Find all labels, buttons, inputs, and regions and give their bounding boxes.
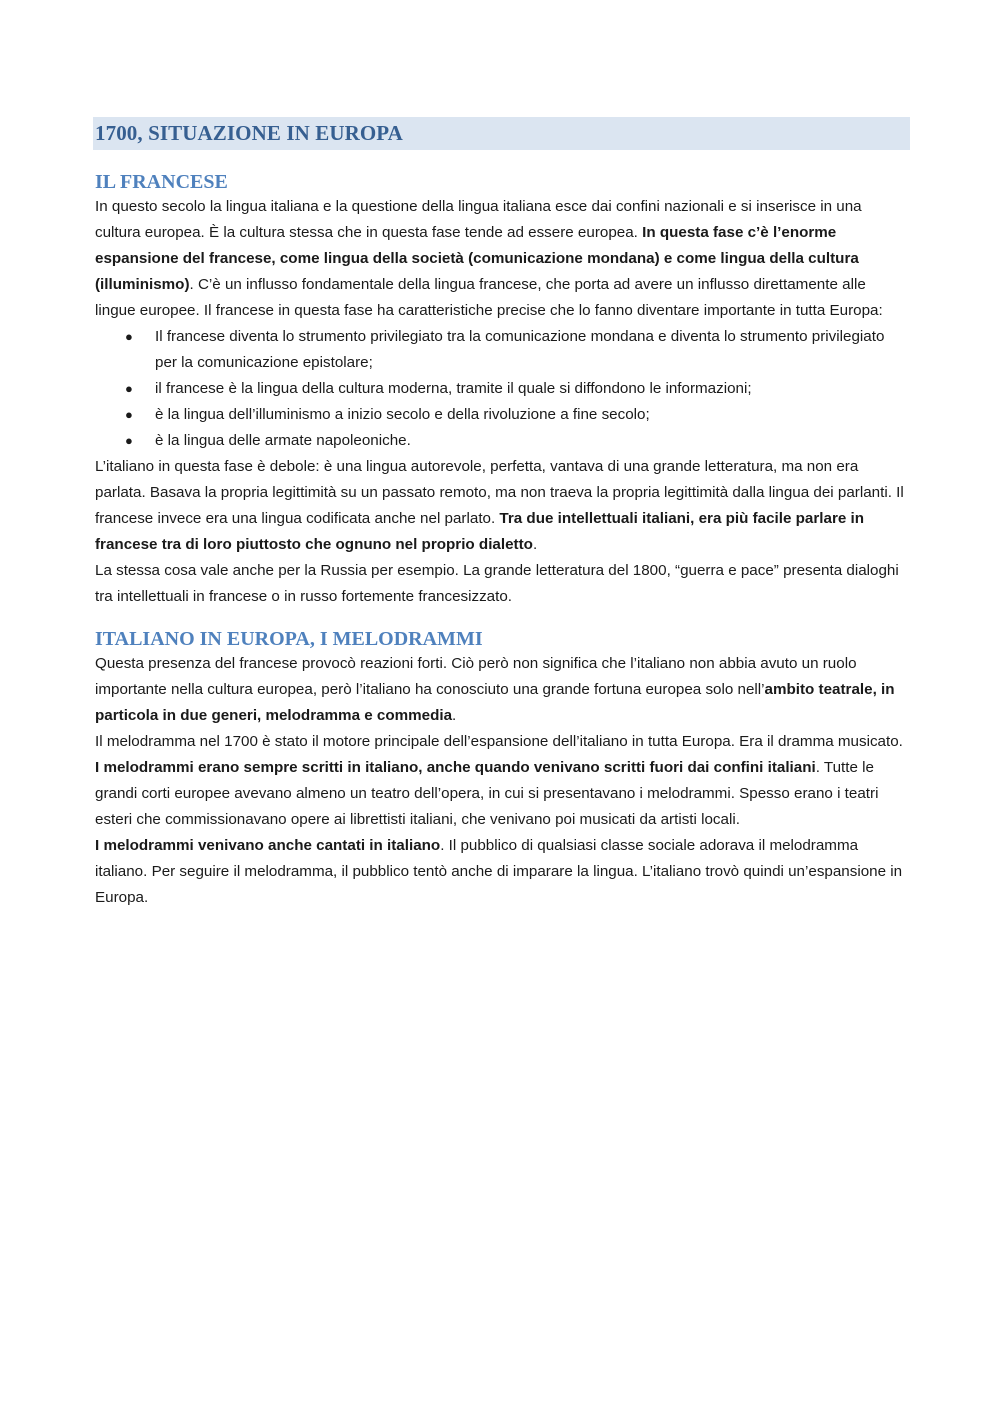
text-run: Il melodramma nel 1700 è stato il motore principale dell’espansione dell’italiano in tutta Europa. Era il dramma musicato. [95, 733, 903, 750]
text-run: Questa presenza del francese provocò reazioni forti. Ciò però non significa che l’italiano non abbia avuto un ruolo importante nella cultura europea, però l’italiano ha conosciuto una grande fortuna europea solo nell’ [95, 655, 857, 698]
list-item-text: è la lingua delle armate napoleoniche. [155, 432, 411, 449]
paragraph-italiano-debole [95, 454, 910, 558]
text-run: . [532, 536, 538, 553]
list-item [125, 376, 910, 402]
page-title: 1700, SITUAZIONE IN EUROPA [95, 121, 403, 145]
list-item [125, 324, 910, 376]
list-item-text: il francese è la lingua della cultura moderna, tramite il quale si diffondono le informazioni; [155, 380, 752, 397]
bullet-icon: ● [125, 407, 133, 422]
title-bar [93, 117, 910, 150]
bullet-icon: ● [125, 433, 133, 448]
list-item-text: Il francese diventa lo strumento privilegiato tra la comunicazione mondana e diventa lo strumento privilegiato per la comunicazione epistolare; [155, 328, 885, 371]
bullet-list [95, 324, 910, 454]
list-item [125, 428, 910, 454]
text-run: In questo secolo la lingua italiana e la questione della lingua italiana esce dai confini nazionali e si inserisce in una cultura europea. È la cultura stessa che in questa fase tende ad essere europea. [95, 198, 862, 241]
bold-text-run: I melodrammi venivano anche cantati in italiano [95, 837, 441, 854]
text-run: . Tutte le grandi corti europee avevano almeno un teatro dell’opera, in cui si presentavano i melodrammi. Spesso erano i teatri esteri che commissionavano opere ai librettisti italiani, che venivano poi musicati da artisti locali. [95, 759, 879, 828]
text-run: . [452, 707, 457, 724]
section-heading-melodrammi: ITALIANO IN EUROPA, I MELODRAMMI [95, 628, 483, 650]
bullet-icon: ● [125, 329, 133, 344]
paragraph-francese-intro [95, 194, 910, 324]
bold-text-run: Tra due intellettuali italiani, era più facile parlare in francese tra di loro piuttosto che ognuno nel proprio dialetto [95, 510, 865, 553]
section-heading-francese: IL FRANCESE [95, 171, 228, 193]
list-item [125, 402, 910, 428]
text-run: L’italiano in questa fase è debole: è una lingua autorevole, perfetta, vantava di una grande letteratura, ma non era parlata. Basava la propria legittimità su un passato remoto, ma non traeva la propria legittimità dalla lingua dei parlanti. Il francese invece era una lingua codificata anche nel parlato. [95, 458, 904, 527]
bold-text-run: In questa fase c’è l’enorme espansione del francese, come lingua della società (comunicazione mondana) e come lingua della cultura (illuminismo) [95, 224, 859, 293]
text-run: . Il pubblico di qualsiasi classe sociale adorava il melodramma italiano. Per seguire il melodramma, il pubblico tentò anche di imparare la lingua. L’italiano trovò quindi un’espansione in Europa. [95, 837, 903, 906]
document-body [95, 117, 910, 911]
bold-text-run: ambito teatrale, in particola in due generi, melodramma e commedia [95, 681, 895, 724]
paragraph-cantati [95, 833, 910, 911]
paragraph-melodramma [95, 729, 910, 833]
list-item-text: è la lingua dell’illuminismo a inizio secolo e della rivoluzione a fine secolo; [155, 406, 650, 423]
text-run: . C’è un influsso fondamentale della lingua francese, che porta ad avere un influsso direttamente alle lingue europee. Il francese in questa fase ha caratteristiche precise che lo fanno diventare importante in tutta Europa: [95, 276, 883, 319]
paragraph-presenza-francese [95, 651, 910, 729]
bold-text-run: I melodrammi erano sempre scritti in italiano, anche quando venivano scritti fuori dai confini italiani [95, 759, 816, 776]
text-run: La stessa cosa vale anche per la Russia per esempio. La grande letteratura del 1800, “guerra e pace” presenta dialoghi tra intellettuali in francese o in russo fortemente francesizzato. [95, 562, 899, 605]
paragraph-russia [95, 558, 910, 610]
bullet-icon: ● [125, 381, 133, 396]
